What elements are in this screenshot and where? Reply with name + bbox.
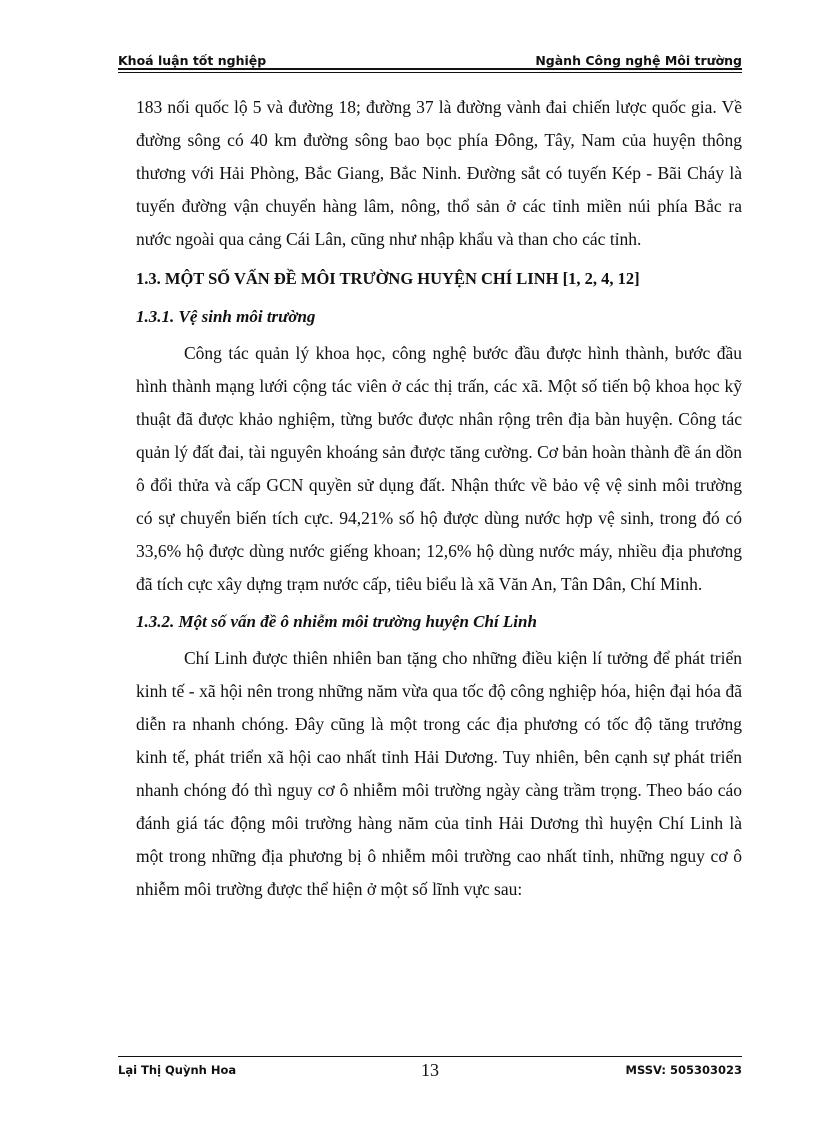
document-body	[136, 91, 742, 906]
subsection-heading-1-3-1: 1.3.1. Vệ sinh môi trường	[136, 307, 316, 326]
subsection-heading-1-3-2: 1.3.2. Một số vấn đề ô nhiễm môi trường huyện Chí Linh	[136, 612, 537, 631]
footer-student-id: MSSV: 505303023	[625, 1063, 742, 1077]
footer-author: Lại Thị Quỳnh Hoa	[118, 1063, 237, 1077]
header-major-label: Ngành Công nghệ Môi trường	[535, 53, 742, 68]
section-heading-1-3: 1.3. MỘT SỐ VẤN ĐỀ MÔI TRƯỜNG HUYỆN CHÍ LINH [1, 2, 4, 12]	[136, 269, 640, 288]
page-header	[118, 48, 742, 68]
header-divider-thin	[118, 72, 742, 73]
intro-paragraph: 183 nối quốc lộ 5 và đường 18; đường 37 là đường vành đai chiến lược quốc gia. Về đường sông có 40 km đường sông bao bọc phía Đông, Tây, Nam của huyện thông thương với Hải Phòng, Bắc Giang, Bắc Ninh. Đường sắt có tuyến Kép - Bãi Cháy là tuyến đường vận chuyển hàng lâm, nông, thổ sản ở các tỉnh miền núi phía Bắc ra nước ngoài qua cảng Cái Lân, cũng như nhập khẩu và than cho các tỉnh.	[136, 97, 742, 249]
pollution-paragraph: Chí Linh được thiên nhiên ban tặng cho những điều kiện lí tưởng để phát triển kinh tế - xã hội nên trong những năm vừa qua tốc độ công nghiệp hóa, hiện đại hóa đã diễn ra nhanh chóng. Đây cũng là một trong các địa phương có tốc độ tăng trưởng kinh tế, phát triển xã hội cao nhất tỉnh Hải Dương. Tuy nhiên, bên cạnh sự phát triển nhanh chóng đó thì nguy cơ ô nhiễm môi trường ngày càng trầm trọng. Theo báo cáo đánh giá tác động môi trường hàng năm của tỉnh Hải Dương thì huyện Chí Linh là một trong những địa phương bị ô nhiễm môi trường cao nhất tỉnh, những nguy cơ ô nhiễm môi trường được thể hiện ở một số lĩnh vực sau:	[136, 648, 742, 899]
page-footer	[118, 1058, 742, 1082]
page-number: 13	[421, 1059, 439, 1080]
footer-divider	[118, 1056, 742, 1057]
sanitation-paragraph: Công tác quản lý khoa học, công nghệ bước đầu được hình thành, bước đầu hình thành mạng lưới cộng tác viên ở các thị trấn, các xã. Một số tiến bộ khoa học kỹ thuật đã được khảo nghiệm, từng bước được nhân rộng trên địa bàn huyện. Công tác quản lý đất đai, tài nguyên khoáng sản được tăng cường. Cơ bản hoàn thành đề án dồn ô đổi thửa và cấp GCN quyền sử dụng đất. Nhận thức về bảo vệ vệ sinh môi trường có sự chuyển biến tích cực. 94,21% số hộ được dùng nước hợp vệ sinh, trong đó có 33,6% hộ được dùng nước giếng khoan; 12,6% hộ dùng nước máy, nhiều địa phương đã tích cực xây dựng trạm nước cấp, tiêu biểu là xã Văn An, Tân Dân, Chí Minh.	[136, 343, 742, 594]
header-thesis-label: Khoá luận tốt nghiệp	[118, 53, 267, 68]
header-divider-thick	[118, 68, 742, 70]
